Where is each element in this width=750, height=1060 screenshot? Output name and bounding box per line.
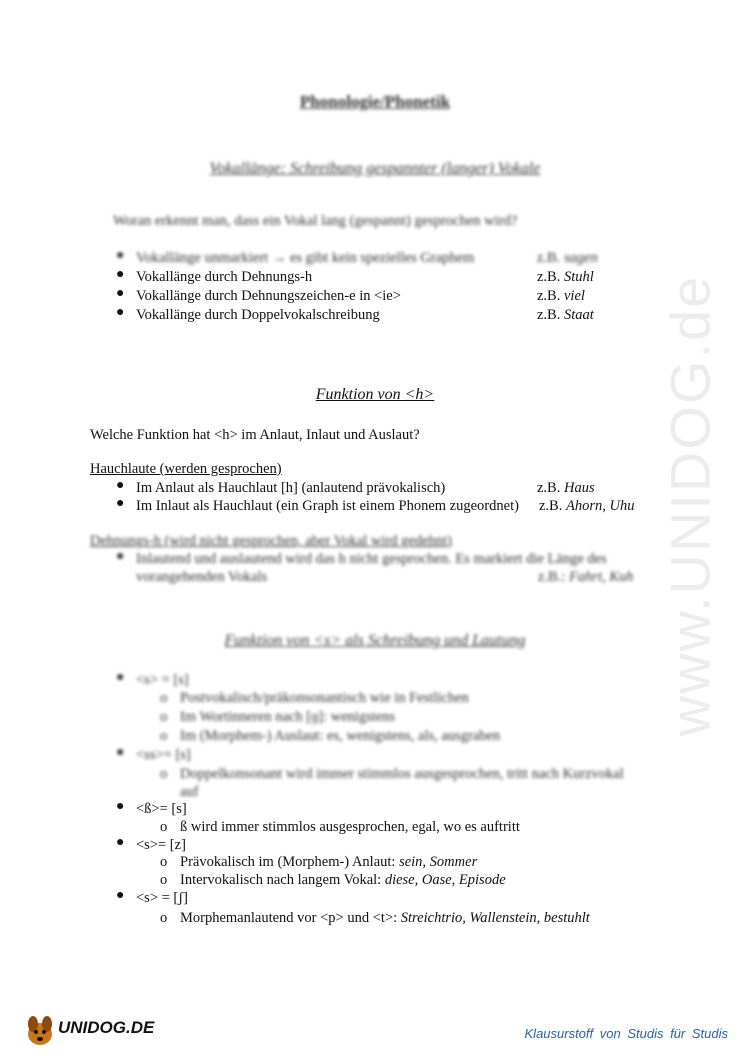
bullet-icon: ●: [116, 835, 125, 850]
document-title: Phonologie/Phonetik: [299, 92, 451, 111]
footer-tagline: Klausurstoff von Studis für Studis: [524, 1026, 728, 1041]
bullet-icon: ●: [116, 267, 125, 282]
sub-bullet-icon: o: [160, 819, 168, 835]
watermark: www.UNIDOG.de: [658, 274, 722, 736]
bullet-icon: ●: [116, 286, 125, 301]
bullet-icon: ●: [116, 496, 125, 511]
section1-question: Woran erkennt man, dass ein Vokal lang (gespannt) gesprochen wird?: [113, 213, 518, 229]
unidog-logo: [22, 1010, 155, 1050]
bullet-icon: ●: [116, 549, 125, 564]
section2-heading: Funktion von <h>: [315, 386, 435, 403]
bullet-icon: ●: [116, 305, 125, 320]
section3-heading: Funktion von <s> als Schreibung und Lautung: [224, 632, 526, 649]
logo-text: UNIDOG.DE: [58, 1018, 155, 1037]
section1-heading: Vokallänge: Schreibung gespannter (langer) Vokale: [209, 160, 541, 177]
dog-icon: [22, 1010, 58, 1050]
section2-subheading: Hauchlaute (werden gesprochen): [90, 461, 282, 477]
section2-subheading-2: Dehnungs-h (wird nicht gesprochen, aber Vokal wird gedehnt): [90, 533, 452, 549]
bullet-icon: ●: [116, 248, 125, 263]
sub-bullet-icon: o: [160, 872, 168, 888]
bullet-icon: ●: [116, 670, 125, 685]
bullet-icon: ●: [116, 888, 125, 903]
bullet-icon: ●: [116, 799, 125, 814]
sub-bullet-icon: o: [160, 910, 168, 926]
bullet-icon: ●: [116, 478, 125, 493]
document-page: www.UNIDOG.de Phonologie/Phonetik Vokallänge: Schreibung gespannter (langer) Vokale Woran erkennt man, dass ein Vokal lang (gespannt) gesprochen wird? ● Vokallänge unmarkiert → es gibt kein spezielles Graphem z.B. sagen ● Vokallänge durch Dehnungs-h z.B. Stuhl ● Vokallänge durch Dehnungszeichen-e in <ie> z.B. viel ● Vokallänge durch Doppelvokalschreibung z.B. Staat Funktion von <h> Welche Funktion hat <h> im Anlaut, Inlaut und Auslaut? Hauchlaute (werden gesprochen) ● Im Anlaut als Hauchlaut [h] (anlautend prävokalisch) z.B. Haus ● Im Inlaut als Hauchlaut (ein Graph ist einem Phonem zugeordnet) z.B. Ahorn, Uhu Dehnungs-h (wird nicht gesprochen, aber Vokal wird gedehnt) ● Inlautend und auslautend wird das h nicht gesprochen. Es markiert die Länge des vorangehenden Vokals z.B.: Fahrt, Kuh Funktion von <s> als Schreibung und Lautung ● <s> = [s] o Postvokalisch/präkonsonantisch wie in Festlichen o Im Wortinneren nach [ɡ]: wenigstens o Im (Morphem-) Auslaut: es, wenigstens, als, ausgraben ● <ss>= [s] o Doppelkonsonant wird immer stimmlos ausgesprochen, tritt nach Kurzvokal auf ● <ß>= [s] o ß wird immer stimmlos ausgesprochen, egal, wo es auftritt ● <s>= [z] o Prävokalisch im (Morphem-) Anlaut: sein, Sommer o Intervokalisch nach langem Vokal: diese, Oase, Episode ● <s> = [ʃ] o Morphemanlautend vor <p> und <t>: Streichtrio, Wallenstein, bestuhlt UNIDOG.DE Klausurstoff von Studis für Studis: [0, 0, 750, 1060]
sub-bullet-icon: o: [160, 854, 168, 870]
bullet-icon: ●: [116, 745, 125, 760]
section2-question: Welche Funktion hat <h> im Anlaut, Inlaut und Auslaut?: [90, 427, 420, 443]
